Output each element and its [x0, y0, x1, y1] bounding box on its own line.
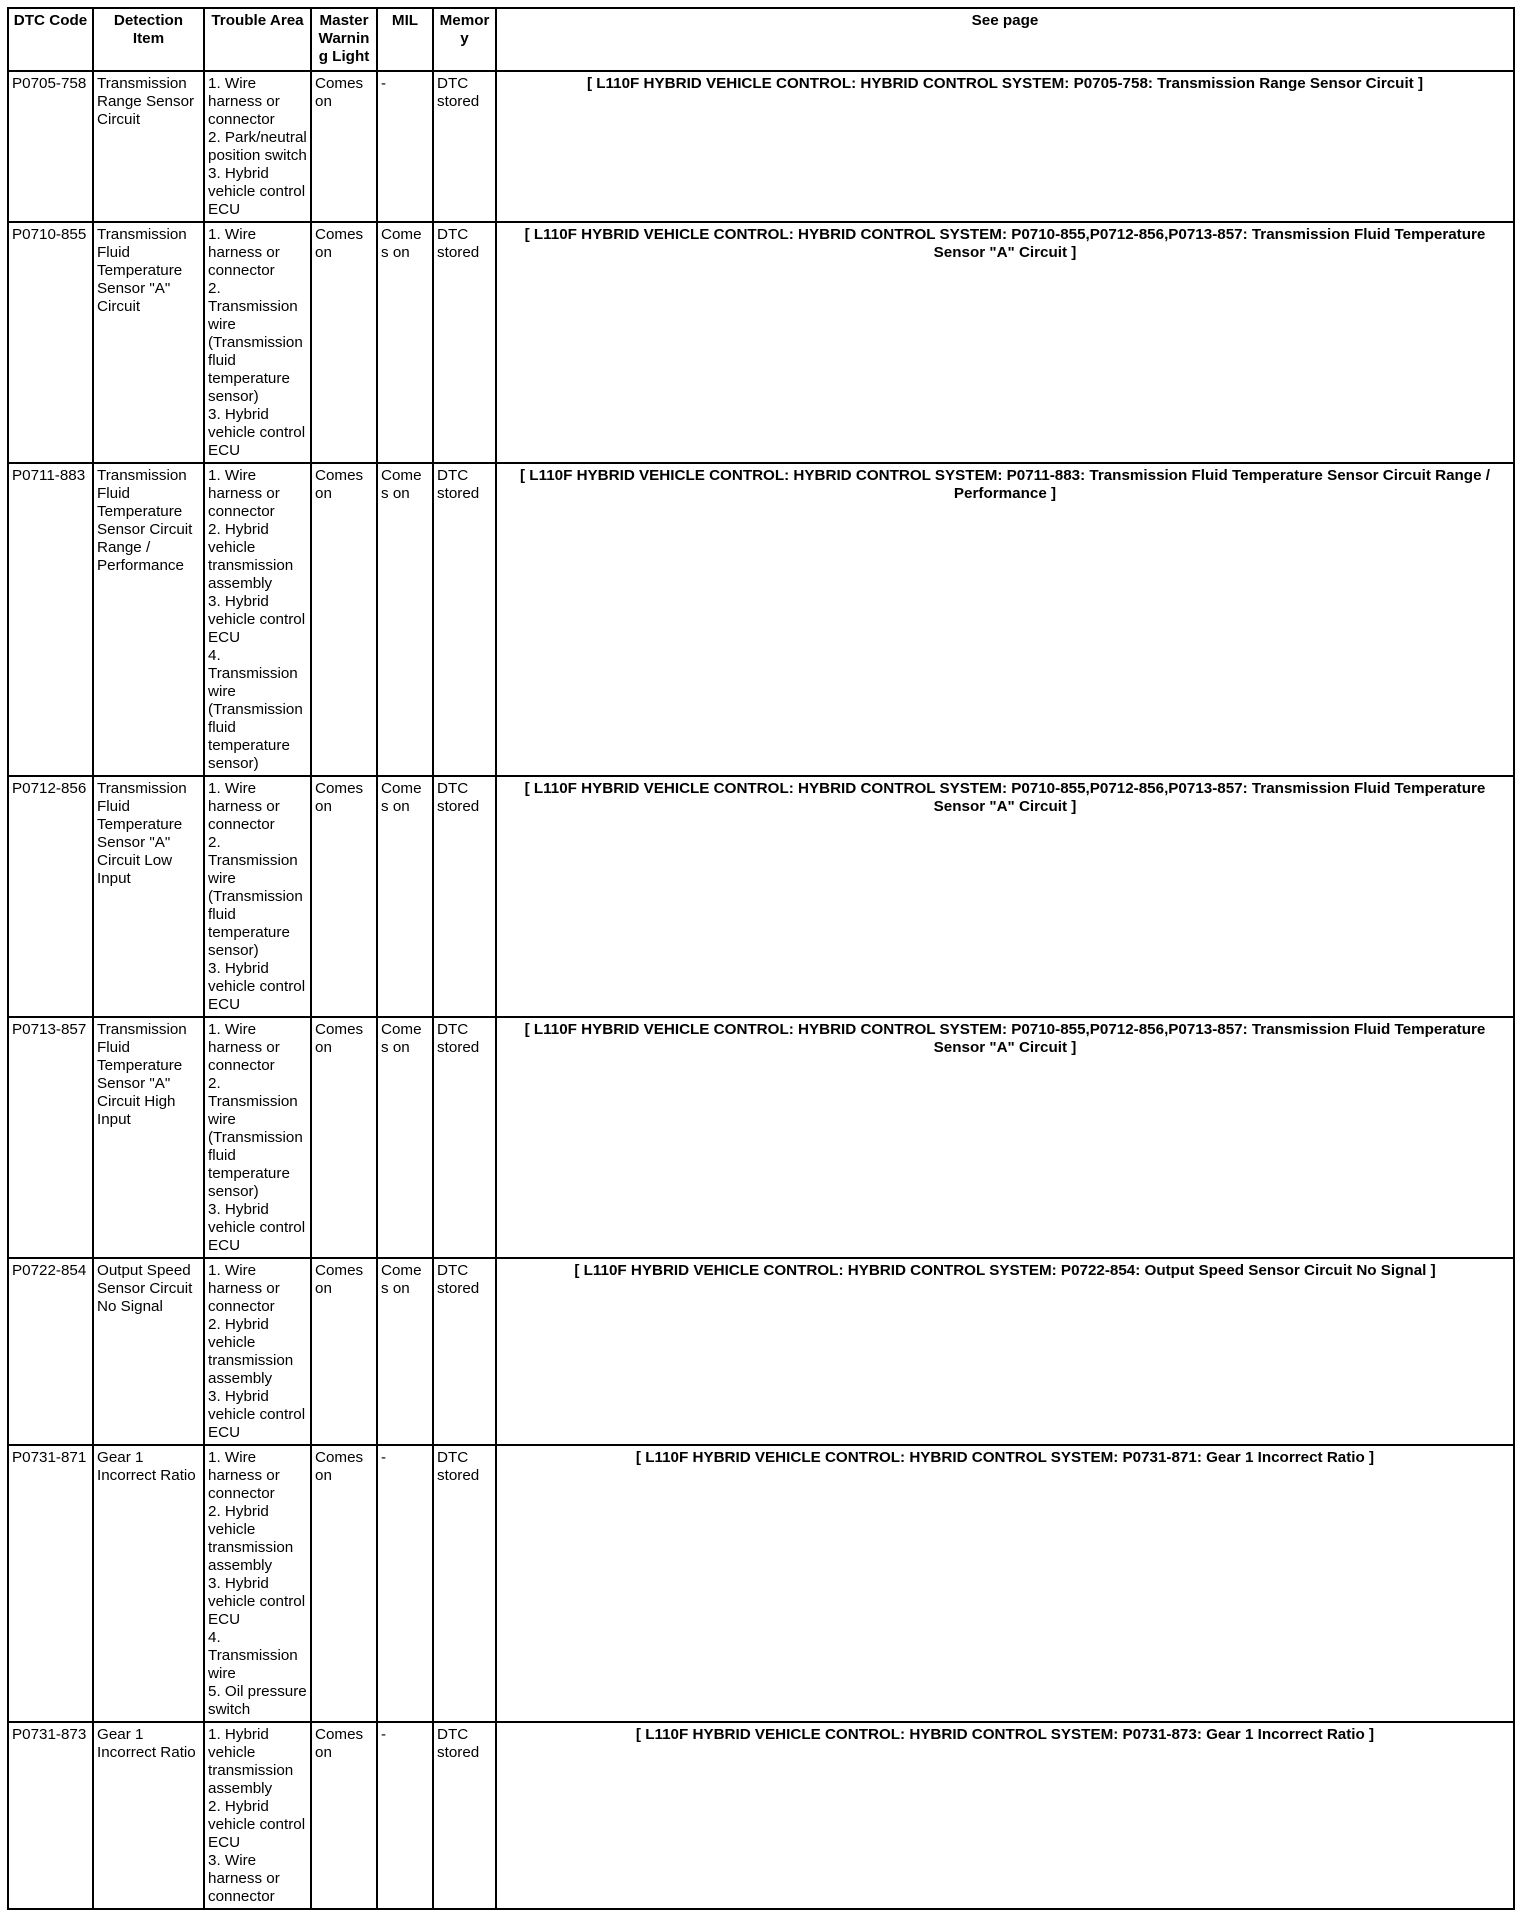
trouble-area-cell [204, 1258, 311, 1445]
see-page-link[interactable]: [ L110F HYBRID VEHICLE CONTROL: HYBRID CONTROL SYSTEM: P0731-871: Gear 1 Incorrect Ratio ] [496, 1445, 1514, 1722]
header-detection-item: Detection Item [93, 8, 204, 71]
header-row [8, 8, 1514, 71]
trouble-area-item: 2. Transmission wire (Transmission fluid temperature sensor) [208, 1075, 303, 1200]
header-dtc-code: DTC Code [8, 8, 93, 71]
dtc-code-cell: P0710-855 [8, 222, 93, 463]
trouble-area-item: 2. Hybrid vehicle transmission assembly [208, 1316, 294, 1387]
trouble-area-item: 1. Wire harness or connector [208, 1262, 280, 1315]
table-body [8, 71, 1514, 1909]
trouble-area-item: 3. Hybrid vehicle control ECU [208, 406, 306, 459]
table-row [8, 71, 1514, 222]
trouble-area-item: 3. Hybrid vehicle control ECU [208, 165, 306, 218]
table-row [8, 463, 1514, 776]
table-row [8, 776, 1514, 1017]
table-row [8, 1017, 1514, 1258]
trouble-area-item: 1. Wire harness or connector [208, 1449, 280, 1502]
trouble-area-item: 3. Hybrid vehicle control ECU [208, 593, 306, 646]
master-warning-light-cell: Comes on [311, 1258, 377, 1445]
table-row [8, 1258, 1514, 1445]
master-warning-light-cell: Comes on [311, 1017, 377, 1258]
master-warning-light-cell: Comes on [311, 1445, 377, 1722]
trouble-area-cell [204, 1017, 311, 1258]
mil-cell: - [377, 71, 433, 222]
mil-cell: - [377, 1445, 433, 1722]
dtc-table-container [7, 7, 1515, 1910]
see-page-link[interactable]: [ L110F HYBRID VEHICLE CONTROL: HYBRID CONTROL SYSTEM: P0710-855,P0712-856,P0713-857: Transmission Fluid Temperature Sensor "A" Circuit ] [496, 1017, 1514, 1258]
trouble-area-item: 4. Transmission wire (Transmission fluid temperature sensor) [208, 647, 303, 772]
detection-item-cell: Output Speed Sensor Circuit No Signal [93, 1258, 204, 1445]
memory-cell: DTC stored [433, 222, 496, 463]
trouble-area-item: 3. Wire harness or connector [208, 1852, 280, 1905]
table-row [8, 1445, 1514, 1722]
memory-cell: DTC stored [433, 1722, 496, 1909]
header-master-warning-light: Master Warning Light [311, 8, 377, 71]
memory-cell: DTC stored [433, 1017, 496, 1258]
header-see-page: See page [496, 8, 1514, 71]
trouble-area-cell [204, 1722, 311, 1909]
trouble-area-item: 1. Wire harness or connector [208, 780, 280, 833]
memory-cell: DTC stored [433, 776, 496, 1017]
trouble-area-item: 2. Hybrid vehicle control ECU [208, 1798, 306, 1851]
dtc-code-cell: P0711-883 [8, 463, 93, 776]
dtc-code-cell: P0731-871 [8, 1445, 93, 1722]
memory-cell: DTC stored [433, 71, 496, 222]
mil-cell: - [377, 1722, 433, 1909]
mil-cell: Comes on [377, 1017, 433, 1258]
detection-item-cell: Gear 1 Incorrect Ratio [93, 1445, 204, 1722]
table-row [8, 222, 1514, 463]
trouble-area-item: 1. Wire harness or connector [208, 467, 280, 520]
trouble-area-item: 2. Park/neutral position switch [208, 129, 307, 164]
trouble-area-item: 1. Hybrid vehicle transmission assembly [208, 1726, 294, 1797]
header-mil: MIL [377, 8, 433, 71]
trouble-area-item: 2. Hybrid vehicle transmission assembly [208, 1503, 294, 1574]
trouble-area-cell [204, 1445, 311, 1722]
see-page-link[interactable]: [ L110F HYBRID VEHICLE CONTROL: HYBRID CONTROL SYSTEM: P0710-855,P0712-856,P0713-857: Transmission Fluid Temperature Sensor "A" Circuit ] [496, 776, 1514, 1017]
memory-cell: DTC stored [433, 1445, 496, 1722]
mil-cell: Comes on [377, 1258, 433, 1445]
detection-item-cell: Transmission Fluid Temperature Sensor "A" Circuit [93, 222, 204, 463]
memory-cell: DTC stored [433, 1258, 496, 1445]
trouble-area-item: 3. Hybrid vehicle control ECU [208, 1201, 306, 1254]
trouble-area-item: 2. Transmission wire (Transmission fluid temperature sensor) [208, 280, 303, 405]
trouble-area-cell [204, 71, 311, 222]
trouble-area-cell [204, 222, 311, 463]
mil-cell: Comes on [377, 776, 433, 1017]
master-warning-light-cell: Comes on [311, 1722, 377, 1909]
dtc-code-cell: P0731-873 [8, 1722, 93, 1909]
mil-cell: Comes on [377, 222, 433, 463]
trouble-area-item: 5. Oil pressure switch [208, 1683, 307, 1718]
master-warning-light-cell: Comes on [311, 776, 377, 1017]
trouble-area-item: 1. Wire harness or connector [208, 75, 280, 128]
dtc-code-cell: P0705-758 [8, 71, 93, 222]
trouble-area-item: 1. Wire harness or connector [208, 1021, 280, 1074]
master-warning-light-cell: Comes on [311, 222, 377, 463]
memory-cell: DTC stored [433, 463, 496, 776]
dtc-table [7, 7, 1515, 1910]
trouble-area-cell [204, 776, 311, 1017]
detection-item-cell: Transmission Fluid Temperature Sensor Circuit Range / Performance [93, 463, 204, 776]
dtc-code-cell: P0712-856 [8, 776, 93, 1017]
see-page-link[interactable]: [ L110F HYBRID VEHICLE CONTROL: HYBRID CONTROL SYSTEM: P0731-873: Gear 1 Incorrect Ratio ] [496, 1722, 1514, 1909]
see-page-link[interactable]: [ L110F HYBRID VEHICLE CONTROL: HYBRID CONTROL SYSTEM: P0722-854: Output Speed Sensor Circuit No Signal ] [496, 1258, 1514, 1445]
detection-item-cell: Transmission Range Sensor Circuit [93, 71, 204, 222]
trouble-area-item: 3. Hybrid vehicle control ECU [208, 1388, 306, 1441]
trouble-area-cell [204, 463, 311, 776]
trouble-area-item: 1. Wire harness or connector [208, 226, 280, 279]
see-page-link[interactable]: [ L110F HYBRID VEHICLE CONTROL: HYBRID CONTROL SYSTEM: P0711-883: Transmission Fluid Temperature Sensor Circuit Range / Performance ] [496, 463, 1514, 776]
trouble-area-item: 3. Hybrid vehicle control ECU [208, 1575, 306, 1628]
trouble-area-item: 3. Hybrid vehicle control ECU [208, 960, 306, 1013]
master-warning-light-cell: Comes on [311, 71, 377, 222]
trouble-area-item: 4. Transmission wire [208, 1629, 298, 1682]
header-memory: Memory [433, 8, 496, 71]
trouble-area-item: 2. Hybrid vehicle transmission assembly [208, 521, 294, 592]
detection-item-cell: Gear 1 Incorrect Ratio [93, 1722, 204, 1909]
header-trouble-area: Trouble Area [204, 8, 311, 71]
see-page-link[interactable]: [ L110F HYBRID VEHICLE CONTROL: HYBRID CONTROL SYSTEM: P0710-855,P0712-856,P0713-857: Transmission Fluid Temperature Sensor "A" Circuit ] [496, 222, 1514, 463]
trouble-area-item: 2. Transmission wire (Transmission fluid temperature sensor) [208, 834, 303, 959]
detection-item-cell: Transmission Fluid Temperature Sensor "A" Circuit High Input [93, 1017, 204, 1258]
dtc-code-cell: P0713-857 [8, 1017, 93, 1258]
table-row [8, 1722, 1514, 1909]
master-warning-light-cell: Comes on [311, 463, 377, 776]
see-page-link[interactable]: [ L110F HYBRID VEHICLE CONTROL: HYBRID CONTROL SYSTEM: P0705-758: Transmission Range Sensor Circuit ] [496, 71, 1514, 222]
mil-cell: Comes on [377, 463, 433, 776]
detection-item-cell: Transmission Fluid Temperature Sensor "A" Circuit Low Input [93, 776, 204, 1017]
dtc-code-cell: P0722-854 [8, 1258, 93, 1445]
